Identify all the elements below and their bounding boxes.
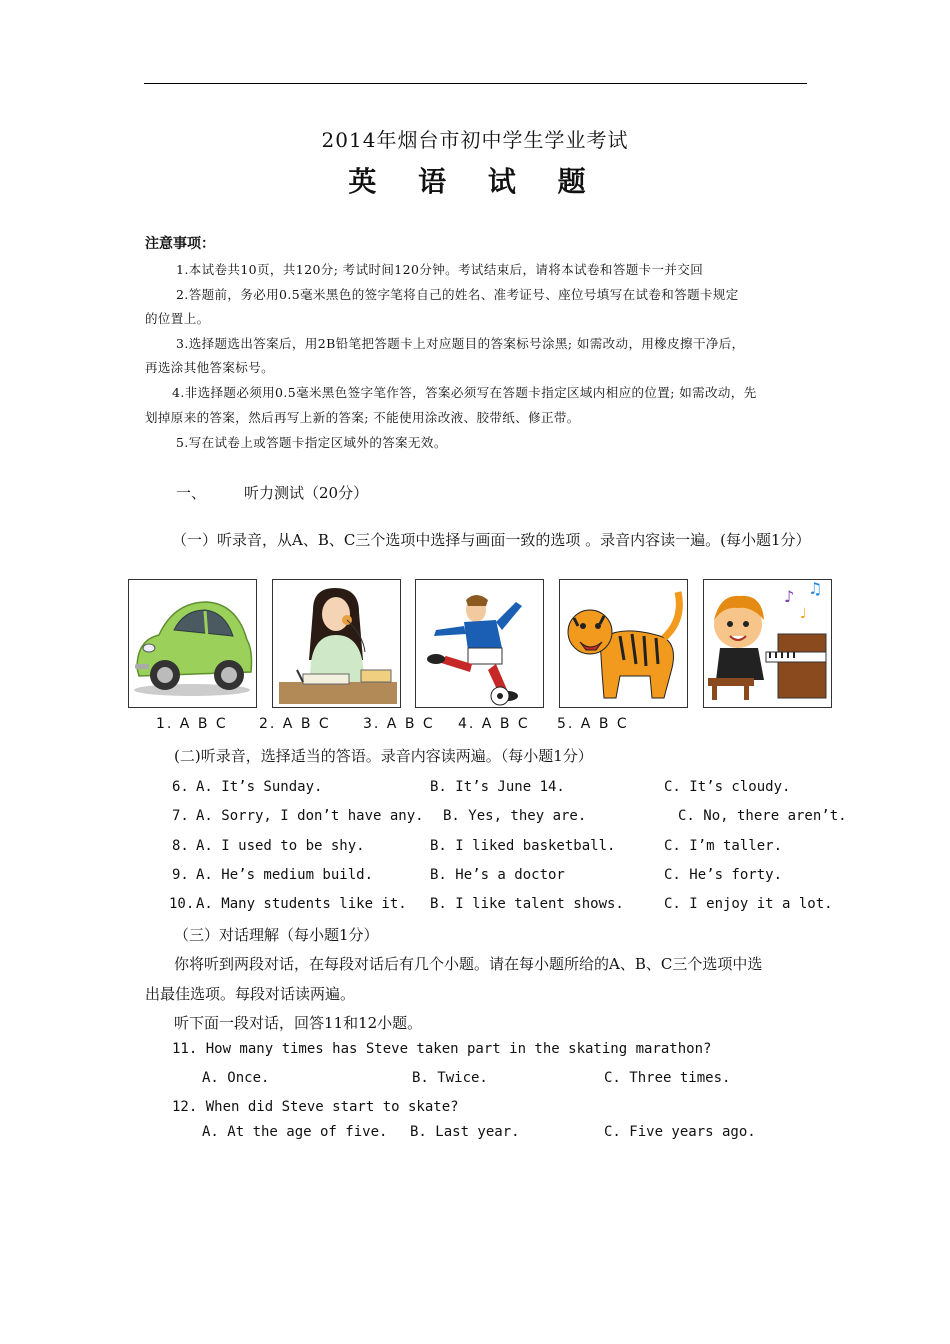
option-c: C. I’m taller.	[664, 838, 783, 854]
picture-choice: 2. A B C	[259, 716, 331, 732]
notice-line: 的位置上。	[145, 311, 210, 326]
option-b: B. It’s June 14.	[430, 779, 565, 795]
section-number: 一、	[176, 484, 207, 502]
notice-line: 3.选择题选出答案后，用2B铅笔把答题卡上对应题目的答案标号涂黑; 如需改动，用橡皮擦干净后，	[176, 336, 745, 351]
question-number: 9.	[172, 867, 189, 883]
question-number: 8.	[172, 838, 189, 854]
part2-instruction: (二)听录音，选择适当的答语。录音内容读两遍。（每小题1分）	[174, 747, 593, 765]
football-player-picture	[415, 579, 544, 708]
picture-choice: 3. A B C	[363, 716, 435, 732]
exam-title: 2014年烟台市初中学生学业考试	[321, 128, 629, 152]
exam-subject-title: 英 语 试 题	[348, 165, 602, 198]
option-a: A. It’s Sunday.	[196, 779, 323, 795]
svg-text:♫: ♫	[808, 580, 823, 598]
option-a: A. Once.	[202, 1070, 270, 1086]
option-a: A. Sorry, I don’t have any.	[196, 808, 424, 824]
option-a: A. At the age of five.	[202, 1124, 388, 1140]
tiger-picture	[559, 579, 688, 708]
option-b: B. Yes, they are.	[443, 808, 587, 824]
svg-text:♪: ♪	[784, 587, 795, 606]
part1-instruction: （一）听录音，从A、B、C三个选项中选择与画面一致的选项 。录音内容读一遍。(每小题1分）	[172, 531, 811, 549]
option-c: C. Five years ago.	[604, 1124, 756, 1140]
option-c: C. I enjoy it a lot.	[664, 896, 833, 912]
picture-choice: 5. A B C	[557, 716, 629, 732]
option-c: C. Three times.	[604, 1070, 731, 1086]
question-number: 7.	[172, 808, 189, 824]
option-a: A. Many students like it.	[196, 896, 407, 912]
notice-heading: 注意事项：	[145, 236, 215, 252]
option-c: C. It’s cloudy.	[664, 779, 791, 795]
option-a: A. I used to be shy.	[196, 838, 365, 854]
option-b: B. I like talent shows.	[430, 896, 624, 912]
notice-line: 2.答题前，务必用0.5毫米黑色的签字笔将自己的姓名、准考证号、座位号填写在试卷和答题卡规定	[176, 287, 739, 302]
option-b: B. Last year.	[410, 1124, 520, 1140]
option-b: B. Twice.	[412, 1070, 488, 1086]
option-c: C. No, there aren’t.	[678, 808, 847, 824]
svg-text:♩: ♩	[800, 606, 807, 622]
part3-heading: （三）对话理解（每小题1分）	[174, 926, 379, 944]
question-12: 12. When did Steve start to skate?	[172, 1099, 459, 1115]
picture-choice: 4. A B C	[458, 716, 530, 732]
question-number: 6.	[172, 779, 189, 795]
part3-intro: 你将听到两段对话，在每段对话后有几个小题。请在每小题所给的A、B、C三个选项中选	[174, 955, 763, 973]
notice-line: 4.非选择题必须用0.5毫米黑色签字笔作答，答案必须写在答题卡指定区域内相应的位置; 如需改动，先	[172, 385, 757, 400]
notice-line: 再选涂其他答案标号。	[145, 360, 275, 375]
notice-line: 1.本试卷共10页，共120分; 考试时间120分钟。考试结束后，请将本试卷和答题卡一并交回	[176, 262, 704, 277]
picture-choice: 1. A B C	[156, 716, 228, 732]
option-a: A. He’s medium build.	[196, 867, 374, 883]
dialog1-instruction: 听下面一段对话，回答11和12小题。	[174, 1014, 423, 1032]
question-number: 10.	[169, 896, 195, 912]
girl-phone-picture	[272, 579, 401, 708]
option-b: B. He’s a doctor	[430, 867, 565, 883]
boy-piano-picture	[703, 579, 832, 708]
option-b: B. I liked basketball.	[430, 838, 616, 854]
question-11: 11. How many times has Steve taken part in the skating marathon?	[172, 1041, 712, 1057]
section-title: 听力测试（20分）	[244, 484, 369, 502]
option-c: C. He’s forty.	[664, 867, 783, 883]
notice-line: 划掉原来的答案，然后再写上新的答案; 不能使用涂改液、胶带纸、修正带。	[145, 410, 580, 425]
car-picture	[128, 579, 257, 708]
part3-intro: 出最佳选项。每段对话读两遍。	[145, 985, 356, 1003]
notice-line: 5.写在试卷上或答题卡指定区域外的答案无效。	[176, 435, 447, 450]
header-rule	[144, 83, 807, 84]
